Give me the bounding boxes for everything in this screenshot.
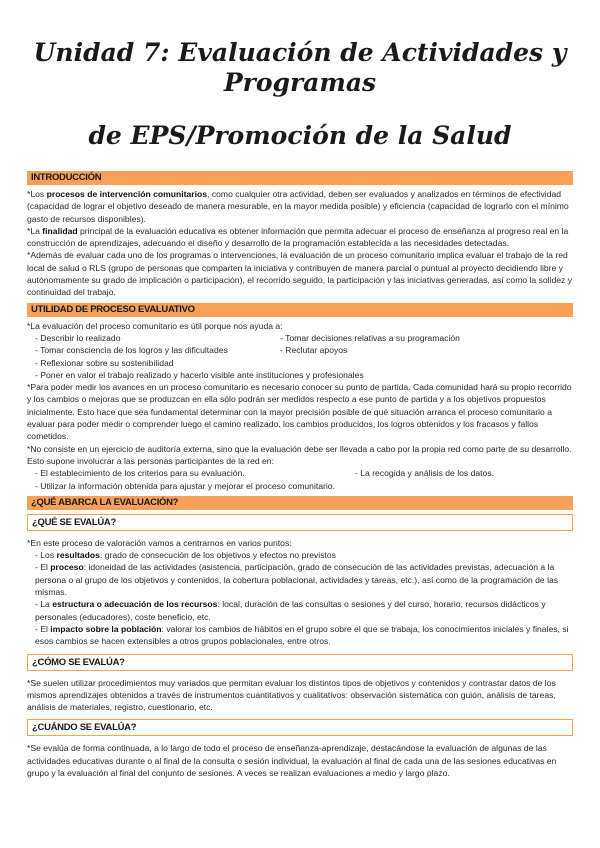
- list-item: - Reflexionar sobre su sostenibilidad: [35, 357, 174, 368]
- list-item: - La recogida y análisis de los datos.: [355, 468, 495, 479]
- document-title-line2: de EPS/Promoción de la Salud: [88, 121, 512, 150]
- intro-paragraph-1: *Los procesos de intervención comunitarios, como cualquier otra actividad, deben ser evaluados y analizados en términos de efectividad (capacidad de lograr el objetivo deseado de manera mesurable, en la mayor medida posible) y eficiencia (capacidad de lograrlo con el mínimo gasto de recursos disponibles).: [27, 189, 569, 224]
- como-paragraph: *Se suelen utilizar procedimientos muy variados que permitan evaluar los distintos tipos de objetivos y contenidos y contrastar datos de los mismos aprendizajes obtenidos a través de instrumentos cuantitativos y cualitativos: observación sistemática con guión, análisis de tareas, análisis de materiales, registro, cuestionario, etc.: [27, 677, 556, 713]
- utilidad-list-row: [27, 332, 573, 344]
- section-heading-introduccion: INTRODUCCIÓN: [27, 171, 573, 185]
- list-item: - El establecimiento de los criterios para su evaluación.: [35, 468, 245, 479]
- utilidad-intro: *La evaluación del proceso comunitario es útil porque nos ayuda a:: [27, 320, 283, 331]
- list-item: - Utilizar la información obtenida para ajustar y mejorar el proceso comunitario.: [35, 480, 335, 491]
- list-item: - Poner en valor el trabajo realizado y hacerlo visible ante instituciones y profesionales: [35, 369, 364, 380]
- list-item: - La estructura o adecuación de los recursos: local, duración de las consultas o sesiones y del curso, horario, recursos didácticos y personales (educadores), coste beneficio, etc.: [35, 599, 546, 622]
- utilidad-list-row: [27, 344, 573, 356]
- list-item: - Describir lo realizado: [35, 332, 121, 343]
- section-heading-abarca: ¿QUÉ ABARCA LA EVALUACIÓN?: [27, 496, 573, 510]
- list-item: - Reclutar apoyos: [280, 345, 348, 356]
- list-item: - Los resultados: grado de consecución de los objetivos y efectos no previstos: [35, 550, 336, 561]
- section-heading-utilidad: UTILIDAD DE PROCESO EVALUATIVO: [27, 303, 573, 317]
- list-item: - Tomar consciencia de los logros y las dificultades: [35, 345, 228, 356]
- intro-paragraph-3: *Además de evaluar cada uno de los programas o intervenciones, la evaluación de un proceso comunitario implica evaluar el trabajo de la red local de salud o RLS (grupo de personas que comparten la iniciativa y contribuyen de manera parcial o puntual al proyecto decidiendo libre y autónomamente su grado de implicación o participación), el recorrido seguido, la participación y las iniciativas generadas, así como la solidez y continuidad del trabajo.: [27, 250, 573, 298]
- list-item: - El impacto sobre la población: valorar los cambios de hábitos en el grupo sobre el que se trabaja, los conocimientos iniciales y finales, si esos cambios se hacen extensibles a otros grupos poblacionales, entre otros.: [35, 623, 569, 647]
- utilidad-paragraph-2: *Para poder medir los avances en un proceso comunitario es necesario conocer su punto de partida. Cada comunidad hará su propio recorrido y los cambios o mejoras que se produzcan en ella sólo podrán ser medidos respecto a ese punto de partida y a los objetivos propuestos inicialmente. Esto hace que sea fundamental determinar con la mayor precisión posible de qué situación arranca el proceso comunitario a evaluar para poder medir o comprender luego el camino realizado, los cambios producidos, los logros obtenidos y los fracasos y fallos cometidos.: [27, 382, 572, 442]
- que-intro: *En este proceso de valoración vamos a centrarnos en varios puntos:: [27, 537, 292, 548]
- utilidad-list-row: [27, 467, 573, 479]
- subsection-heading-cuando: ¿CUÁNDO SE EVALÚA?: [27, 719, 573, 736]
- subsection-heading-que: ¿QUÉ SE EVALÚA?: [27, 514, 573, 531]
- intro-paragraph-2: *La finalidad principal de la evaluación educativa es obtener información que permita adecuar el proceso de enseñanza al progreso real en la construcción de aprendizajes, adecuando el diseño y desarrollo de la programación establecida a las necesidades detectadas.: [27, 225, 569, 249]
- list-item: - Tomar decisiones relativas a su programación: [280, 332, 460, 343]
- utilidad-paragraph-3: *No consiste en un ejercicio de auditoría externa, sino que la evaluación debe ser llevada a cabo por la propia red como parte de su desarrollo. Esto supone involucrar a las personas participantes de la red en:: [27, 443, 572, 466]
- cuando-paragraph: *Se evalúa de forma continuada, a lo largo de todo el proceso de enseñanza-aprendizaje, destacándose la evaluación de algunas de las actividades educativas durante o al final de la consulta o sesión individual, la evaluación al final de cada una de las sesiones educativas en grupo y la evaluación al final del conjunto de sesiones. A veces se realizan evaluaciones a medio y largo plazo.: [27, 743, 557, 778]
- subsection-heading-como: ¿CÓMO SE EVALÚA?: [27, 654, 573, 671]
- list-item: - El proceso: idoneidad de las actividades (asistencia, participación, grado de consecución de las actividades previstas, adecuación a la persona o al grupo de los objetivos y contenidos, la cobertura poblacional, actividades y tareas, etc.), así como de la programación de las mismas.: [35, 562, 559, 598]
- document-title-line1: Unidad 7: Evaluación de Actividades y Programas: [33, 38, 567, 97]
